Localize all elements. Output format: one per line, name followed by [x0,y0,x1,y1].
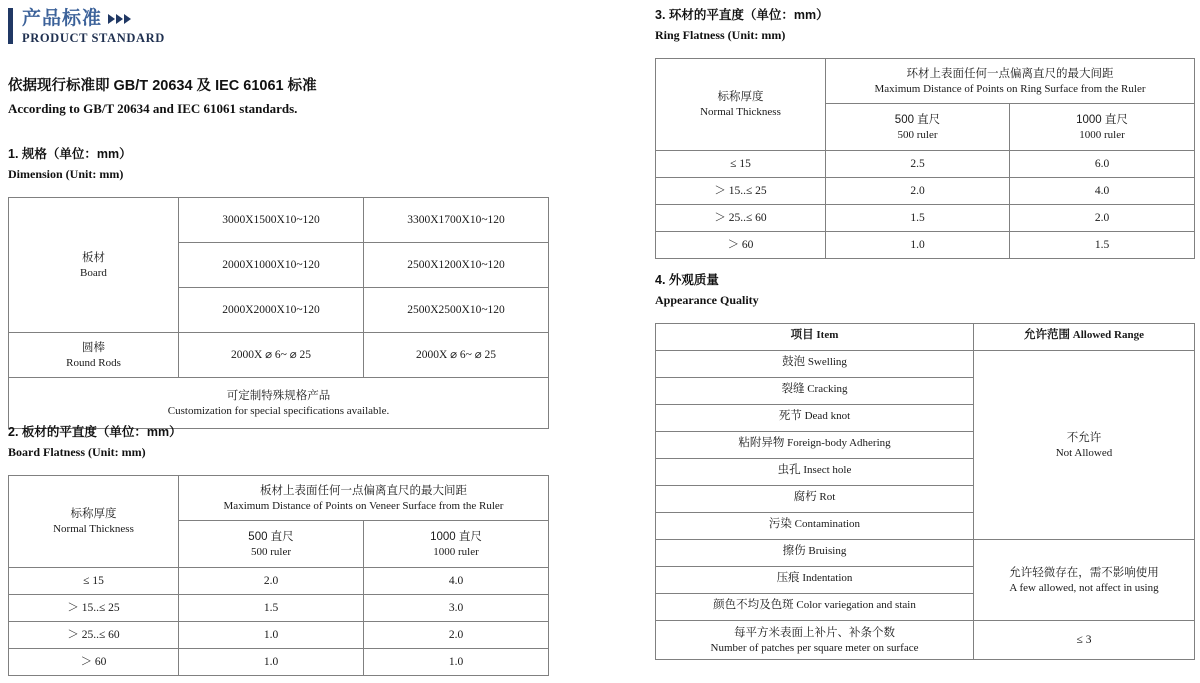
item-label-en: Indentation [802,572,853,584]
standard-note-en: According to GB/T 20634 and IEC 61061 standards. [8,101,298,116]
header-ruler-500-cn: 500 直尺 [248,530,294,543]
section-heading-appearance-en: Appearance Quality [655,293,759,307]
header-group-max-distance-en: Maximum Distance of Points on Veneer Surface from the Ruler [223,499,504,512]
cell-board-size-1a [179,198,364,243]
cell-range-not-allowed [974,351,1195,540]
list-item [656,378,974,405]
table-header-row [656,59,1195,104]
cell-ruler1000 [364,568,549,595]
cell-ruler500 [179,568,364,595]
item-label-en: Insect hole [803,464,852,476]
page-title-en: PRODUCT STANDARD [22,31,165,45]
cell-value: 3.0 [448,601,464,614]
item-label-en: Foreign-body Adhering [787,437,891,449]
range-value: ≤ 3 [1076,633,1092,646]
header-ruler-1000-cn: 1000 直尺 [1076,113,1128,126]
section-heading-dimension [8,146,132,182]
range-value-cn: 不允许 [1066,431,1102,444]
cell-ruler500 [179,649,364,676]
cell-board-size-2b [364,243,549,288]
cell-ruler500 [826,232,1010,259]
item-label-en: Cracking [807,383,848,395]
cell-rod-size-a [179,333,364,378]
section-heading-ring-flatness-cn: 3. 环材的平直度（单位：mm） [655,8,829,22]
cell-ruler1000 [1010,205,1195,232]
cell-ruler1000 [1010,151,1195,178]
cell-value: ＞ 60 [727,238,754,251]
cell-ruler500 [826,151,1010,178]
table-row [9,595,549,622]
cell-value: 2.0 [448,628,464,641]
cell-value: ≤ 15 [83,574,104,587]
header-group-max-distance [826,59,1195,104]
item-label-cn: 污染 [768,518,792,530]
cell-value: 6.0 [1094,157,1110,170]
list-item-patches [656,621,974,660]
item-label-cn: 每平方米表面上补片、补条个数 [734,626,895,639]
triangle-right-icon [108,14,131,24]
table-row [656,205,1195,232]
header-ruler-1000 [364,521,549,568]
cell-board-size-1b [364,198,549,243]
cell-rod-size-b [364,333,549,378]
table-row [656,621,1195,660]
table-header-row [656,324,1195,351]
accent-bar [8,8,13,44]
cell-thickness [9,649,179,676]
brand-header [8,8,165,45]
header-item-en: Item [816,329,839,341]
header-group-max-distance-cn: 板材上表面任何一点偏离直尺的最大间距 [260,484,467,497]
header-allowed-range [974,324,1195,351]
cell-thickness [9,595,179,622]
cell-value: 2.0 [263,574,279,587]
section-heading-board-flatness-cn: 2. 板材的平直度（单位：mm） [8,425,182,439]
header-normal-thickness [9,476,179,568]
header-item [656,324,974,351]
cell-value: ＞ 25..≤ 60 [67,628,120,641]
item-label-en: Rot [819,491,836,503]
row-label-round-rods [9,333,179,378]
item-label-en: Number of patches per square meter on surface [710,641,919,654]
section-heading-board-flatness-en: Board Flatness (Unit: mm) [8,445,146,459]
item-label-cn: 压痕 [776,572,800,584]
header-item-cn: 项目 [790,329,814,341]
range-value-en: A few allowed, not affect in using [1009,581,1159,594]
cell-value: 2000X ⌀ 6~ ⌀ 25 [230,348,312,361]
header-allowed-range-cn: 允许范围 [1024,329,1071,341]
cell-thickness [9,622,179,649]
table-row [656,351,1195,378]
section-heading-appearance-cn: 4. 外观质量 [655,273,719,287]
item-label-en: Dead knot [804,410,851,422]
section-heading-ring-flatness [655,7,829,43]
row-label-board-cn: 板材 [82,251,105,264]
cell-board-size-3b [364,288,549,333]
section-heading-ring-flatness-en: Ring Flatness (Unit: mm) [655,28,786,42]
header-ruler-500-en: 500 ruler [897,128,938,141]
table-board-flatness [8,475,549,676]
table-row [9,198,549,243]
header-ruler-500 [826,104,1010,151]
section-heading-board-flatness [8,424,182,460]
cell-value: 1.0 [910,238,925,251]
cell-value: ≤ 15 [730,157,751,170]
header-ruler-500 [179,521,364,568]
header-normal-thickness-en: Normal Thickness [53,523,134,535]
cell-value: 2000X1000X10~120 [222,258,320,271]
list-item [656,459,974,486]
cell-value: 1.5 [1094,238,1110,251]
cell-ruler500 [826,178,1010,205]
header-group-max-distance-cn: 环材上表面任何一点偏离直尺的最大间距 [906,67,1114,80]
list-item [656,432,974,459]
cell-value: 2500X2500X10~120 [407,303,505,316]
header-ruler-1000-en: 1000 ruler [433,545,479,558]
header-allowed-range-en: Allowed Range [1072,329,1144,341]
brand-text-block [22,8,165,45]
cell-value: 2500X1200X10~120 [407,258,505,271]
table-row [9,649,549,676]
cell-value: 1.0 [263,628,279,641]
table-dimension-footnote-cn: 可定制特殊规格产品 [226,389,331,402]
cell-value: 1.0 [448,655,464,668]
cell-ruler1000 [1010,232,1195,259]
header-normal-thickness-cn: 标称厚度 [717,91,764,103]
table-row [9,568,549,595]
page-title [22,8,165,29]
section-heading-appearance [655,272,759,308]
cell-value: ＞ 25..≤ 60 [714,211,767,224]
item-label-en: Color variegation and stain [796,599,916,611]
item-label-cn: 腐朽 [793,491,817,503]
cell-board-size-2a [179,243,364,288]
cell-range-patches [974,621,1195,660]
cell-ruler1000 [364,595,549,622]
row-label-board-en: Board [80,266,107,279]
table-appearance-quality [655,323,1195,660]
cell-value: 4.0 [1094,184,1110,197]
table-dimension-footnote-en: Customization for special specifications available. [167,404,390,417]
list-item [656,351,974,378]
cell-value: 1.0 [263,655,279,668]
header-group-max-distance [179,476,549,521]
header-normal-thickness-en: Normal Thickness [700,106,781,118]
cell-ruler1000 [364,622,549,649]
cell-value: 2.5 [910,157,925,170]
cell-thickness [9,568,179,595]
standard-note [8,76,568,118]
cell-ruler1000 [364,649,549,676]
cell-thickness [656,178,826,205]
item-label-cn: 颜色不均及色斑 [713,599,794,611]
header-ruler-1000 [1010,104,1195,151]
list-item [656,567,974,594]
table-header-row [9,476,549,521]
cell-ruler500 [179,595,364,622]
header-ruler-500-en: 500 ruler [250,545,291,558]
item-label-en: Contamination [794,518,861,530]
cell-thickness [656,151,826,178]
table-dimension-footnote [9,378,549,429]
table-row [656,540,1195,567]
list-item [656,540,974,567]
item-label-cn: 粘附异物 [738,437,785,449]
header-group-max-distance-en: Maximum Distance of Points on Ring Surface from the Ruler [874,82,1146,95]
cell-value: 3000X1500X10~120 [222,213,320,226]
table-row [9,622,549,649]
cell-value: ＞ 15..≤ 25 [714,184,767,197]
header-normal-thickness-cn: 标称厚度 [70,508,117,520]
table-row [656,151,1195,178]
cell-value: ＞ 60 [80,655,107,668]
cell-ruler1000 [1010,178,1195,205]
list-item [656,594,974,621]
cell-ruler500 [826,205,1010,232]
range-value-cn: 允许轻微存在，需不影响使用 [1009,566,1159,579]
item-label-en: Bruising [808,545,847,557]
list-item [656,405,974,432]
row-label-round-rods-cn: 圆棒 [82,341,105,354]
cell-value: 1.5 [910,211,925,224]
item-label-cn: 死节 [778,410,802,422]
page-title-cn: 产品标准 [22,8,103,29]
table-row [9,378,549,429]
table-row [9,333,549,378]
item-label-cn: 虫孔 [777,464,801,476]
list-item [656,486,974,513]
section-heading-dimension-cn: 1. 规格（单位：mm） [8,147,132,161]
list-item [656,513,974,540]
cell-board-size-3a [179,288,364,333]
cell-value: 2.0 [910,184,925,197]
cell-range-few-allowed [974,540,1195,621]
cell-value: 1.5 [263,601,279,614]
item-label-en: Swelling [807,356,847,368]
standard-note-cn: 依据现行标准即 GB/T 20634 及 IEC 61061 标准 [8,78,317,94]
cell-value: 2000X ⌀ 6~ ⌀ 25 [415,348,497,361]
cell-value: 2000X2000X10~120 [222,303,320,316]
header-normal-thickness [656,59,826,151]
row-label-board [9,198,179,333]
item-label-cn: 擦伤 [782,545,806,557]
header-ruler-1000-en: 1000 ruler [1079,128,1125,141]
range-value-en: Not Allowed [1055,446,1113,459]
row-label-round-rods-en: Round Rods [66,356,121,369]
section-heading-dimension-en: Dimension (Unit: mm) [8,167,124,181]
table-dimension [8,197,549,429]
cell-value: ＞ 15..≤ 25 [67,601,120,614]
table-row [656,178,1195,205]
item-label-cn: 裂缝 [781,383,805,395]
item-label-cn: 鼓泡 [782,356,806,368]
cell-thickness [656,232,826,259]
table-row [656,232,1195,259]
header-ruler-1000-cn: 1000 直尺 [430,530,482,543]
header-ruler-500-cn: 500 直尺 [894,113,941,126]
cell-ruler500 [179,622,364,649]
cell-thickness [656,205,826,232]
cell-value: 4.0 [448,574,464,587]
cell-value: 3300X1700X10~120 [407,213,505,226]
table-ring-flatness [655,58,1195,259]
cell-value: 2.0 [1094,211,1110,224]
